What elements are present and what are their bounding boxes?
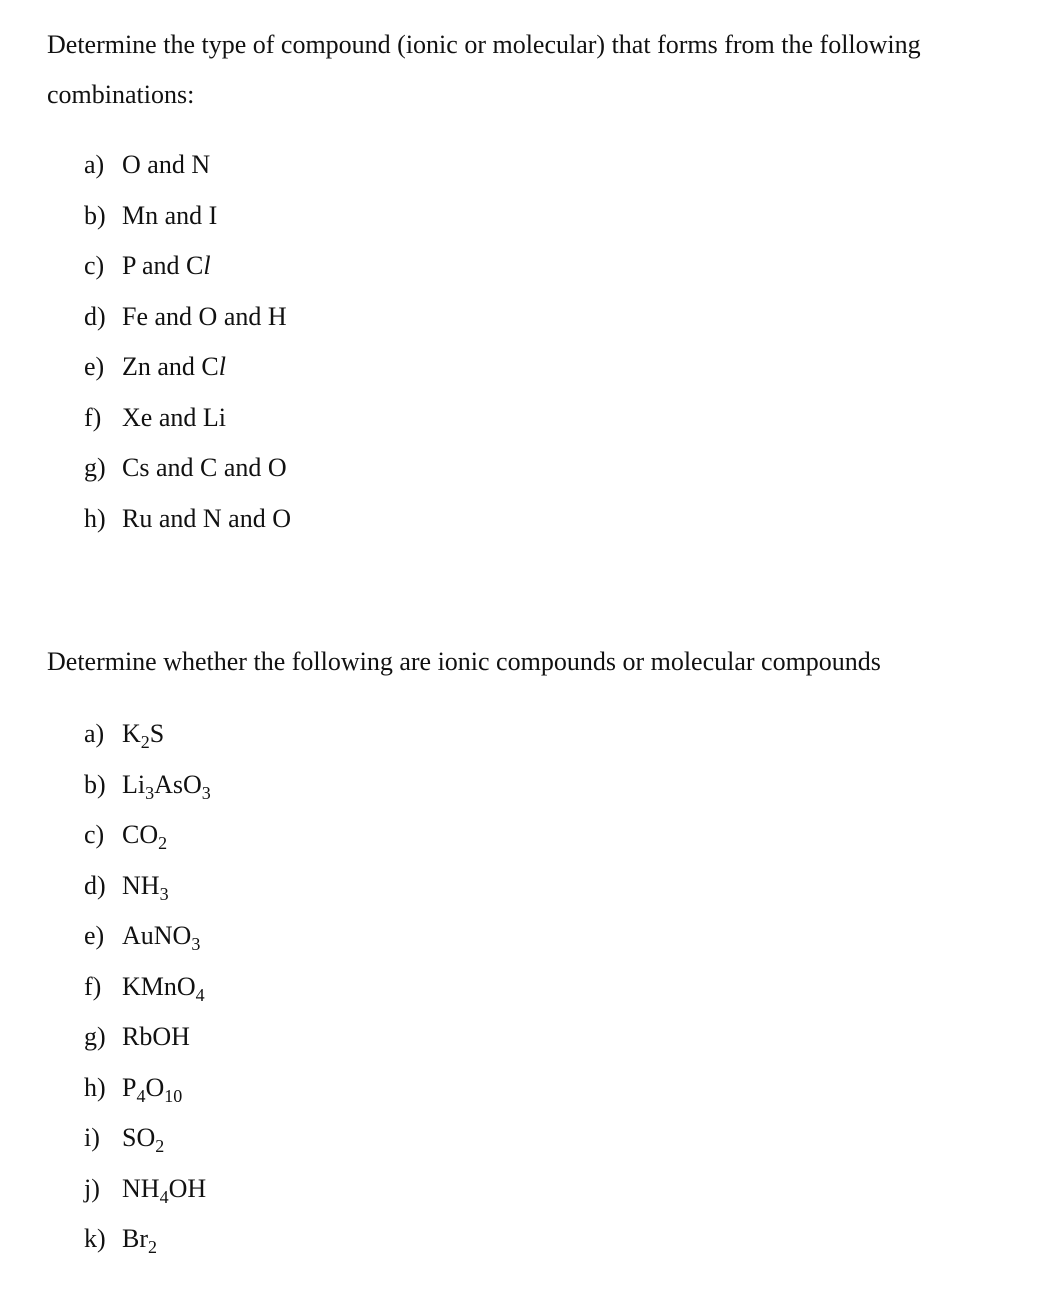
item-label: f) [84, 402, 102, 432]
item-text: NH [122, 1173, 160, 1203]
item-text: AuNO [122, 921, 192, 950]
list-item [84, 1164, 211, 1215]
item-text: O [145, 1072, 165, 1102]
subscript: 2 [148, 1237, 157, 1257]
item-label: j) [84, 1173, 100, 1203]
item-label: a) [84, 150, 105, 179]
subscript: 10 [164, 1085, 183, 1106]
item-text: NH [122, 870, 160, 900]
item-text: Zn and C [122, 352, 219, 381]
item-text: KMnO [122, 971, 196, 1001]
item-label: c) [84, 820, 105, 849]
item-text: K [122, 719, 141, 748]
item-text: Br [122, 1224, 148, 1253]
item-text: CO [122, 820, 159, 849]
subscript: 2 [158, 833, 168, 853]
subscript: 4 [159, 1186, 169, 1207]
list-item [84, 241, 291, 292]
item-text: Fe and O and H [122, 301, 287, 331]
list-item [84, 443, 291, 494]
item-label: e) [84, 921, 105, 950]
list-item [84, 1113, 211, 1164]
item-label: a) [84, 719, 105, 748]
list-item [84, 191, 291, 242]
item-label: g) [84, 453, 106, 482]
list-item [84, 810, 211, 861]
list-item [84, 911, 211, 962]
item-label: e) [84, 352, 105, 381]
list-item [84, 1063, 211, 1114]
item-label: k) [84, 1224, 106, 1253]
subscript: 2 [155, 1136, 165, 1156]
subscript: 3 [159, 883, 169, 904]
subscript: 4 [195, 984, 205, 1005]
item-text: Cs and C and O [122, 453, 287, 482]
item-label: d) [84, 870, 106, 900]
item-label: h) [84, 503, 106, 533]
item-label: b) [84, 200, 106, 230]
item-label: f) [84, 971, 102, 1001]
subscript: 3 [201, 782, 211, 803]
item-label: g) [84, 1022, 106, 1051]
item-text: S [149, 719, 165, 748]
list-item [84, 1214, 211, 1265]
list-item [84, 342, 291, 393]
item-text: P [122, 1072, 137, 1102]
list-item [84, 861, 211, 912]
question-2-prompt: Determine whether the following are ionic compounds or molecular compounds [47, 647, 881, 676]
item-text: P and C [122, 251, 204, 280]
list-item [84, 709, 211, 760]
item-label: i) [84, 1123, 100, 1152]
item-label: c) [84, 251, 105, 280]
item-text: SO [122, 1123, 156, 1152]
list-item [84, 393, 291, 444]
item-text: Li [122, 769, 146, 799]
subscript: 3 [145, 782, 155, 803]
item-text: l [203, 251, 211, 280]
question-1-prompt: Determine the type of compound (ionic or molecular) that forms from the following combinations: [47, 30, 921, 109]
item-label: d) [84, 301, 106, 331]
list-item [84, 760, 211, 811]
list-item [84, 140, 291, 191]
item-label: h) [84, 1072, 106, 1102]
subscript: 2 [140, 732, 150, 752]
item-label: b) [84, 769, 106, 799]
item-text: l [218, 352, 226, 381]
item-text: Mn and I [122, 200, 218, 230]
item-text: AsO [154, 769, 202, 799]
list-item [84, 292, 291, 343]
subscript: 4 [136, 1085, 146, 1106]
item-text: Ru and N and O [122, 503, 291, 533]
list-item [84, 962, 211, 1013]
item-text: RbOH [122, 1022, 190, 1051]
list-item [84, 494, 291, 545]
subscript: 3 [191, 934, 201, 954]
question-2-list [84, 709, 211, 1265]
question-1-list [84, 140, 291, 544]
item-text: Xe and Li [122, 402, 226, 432]
list-item [84, 1012, 211, 1063]
item-text: OH [168, 1173, 207, 1203]
item-text: O and N [122, 150, 211, 179]
